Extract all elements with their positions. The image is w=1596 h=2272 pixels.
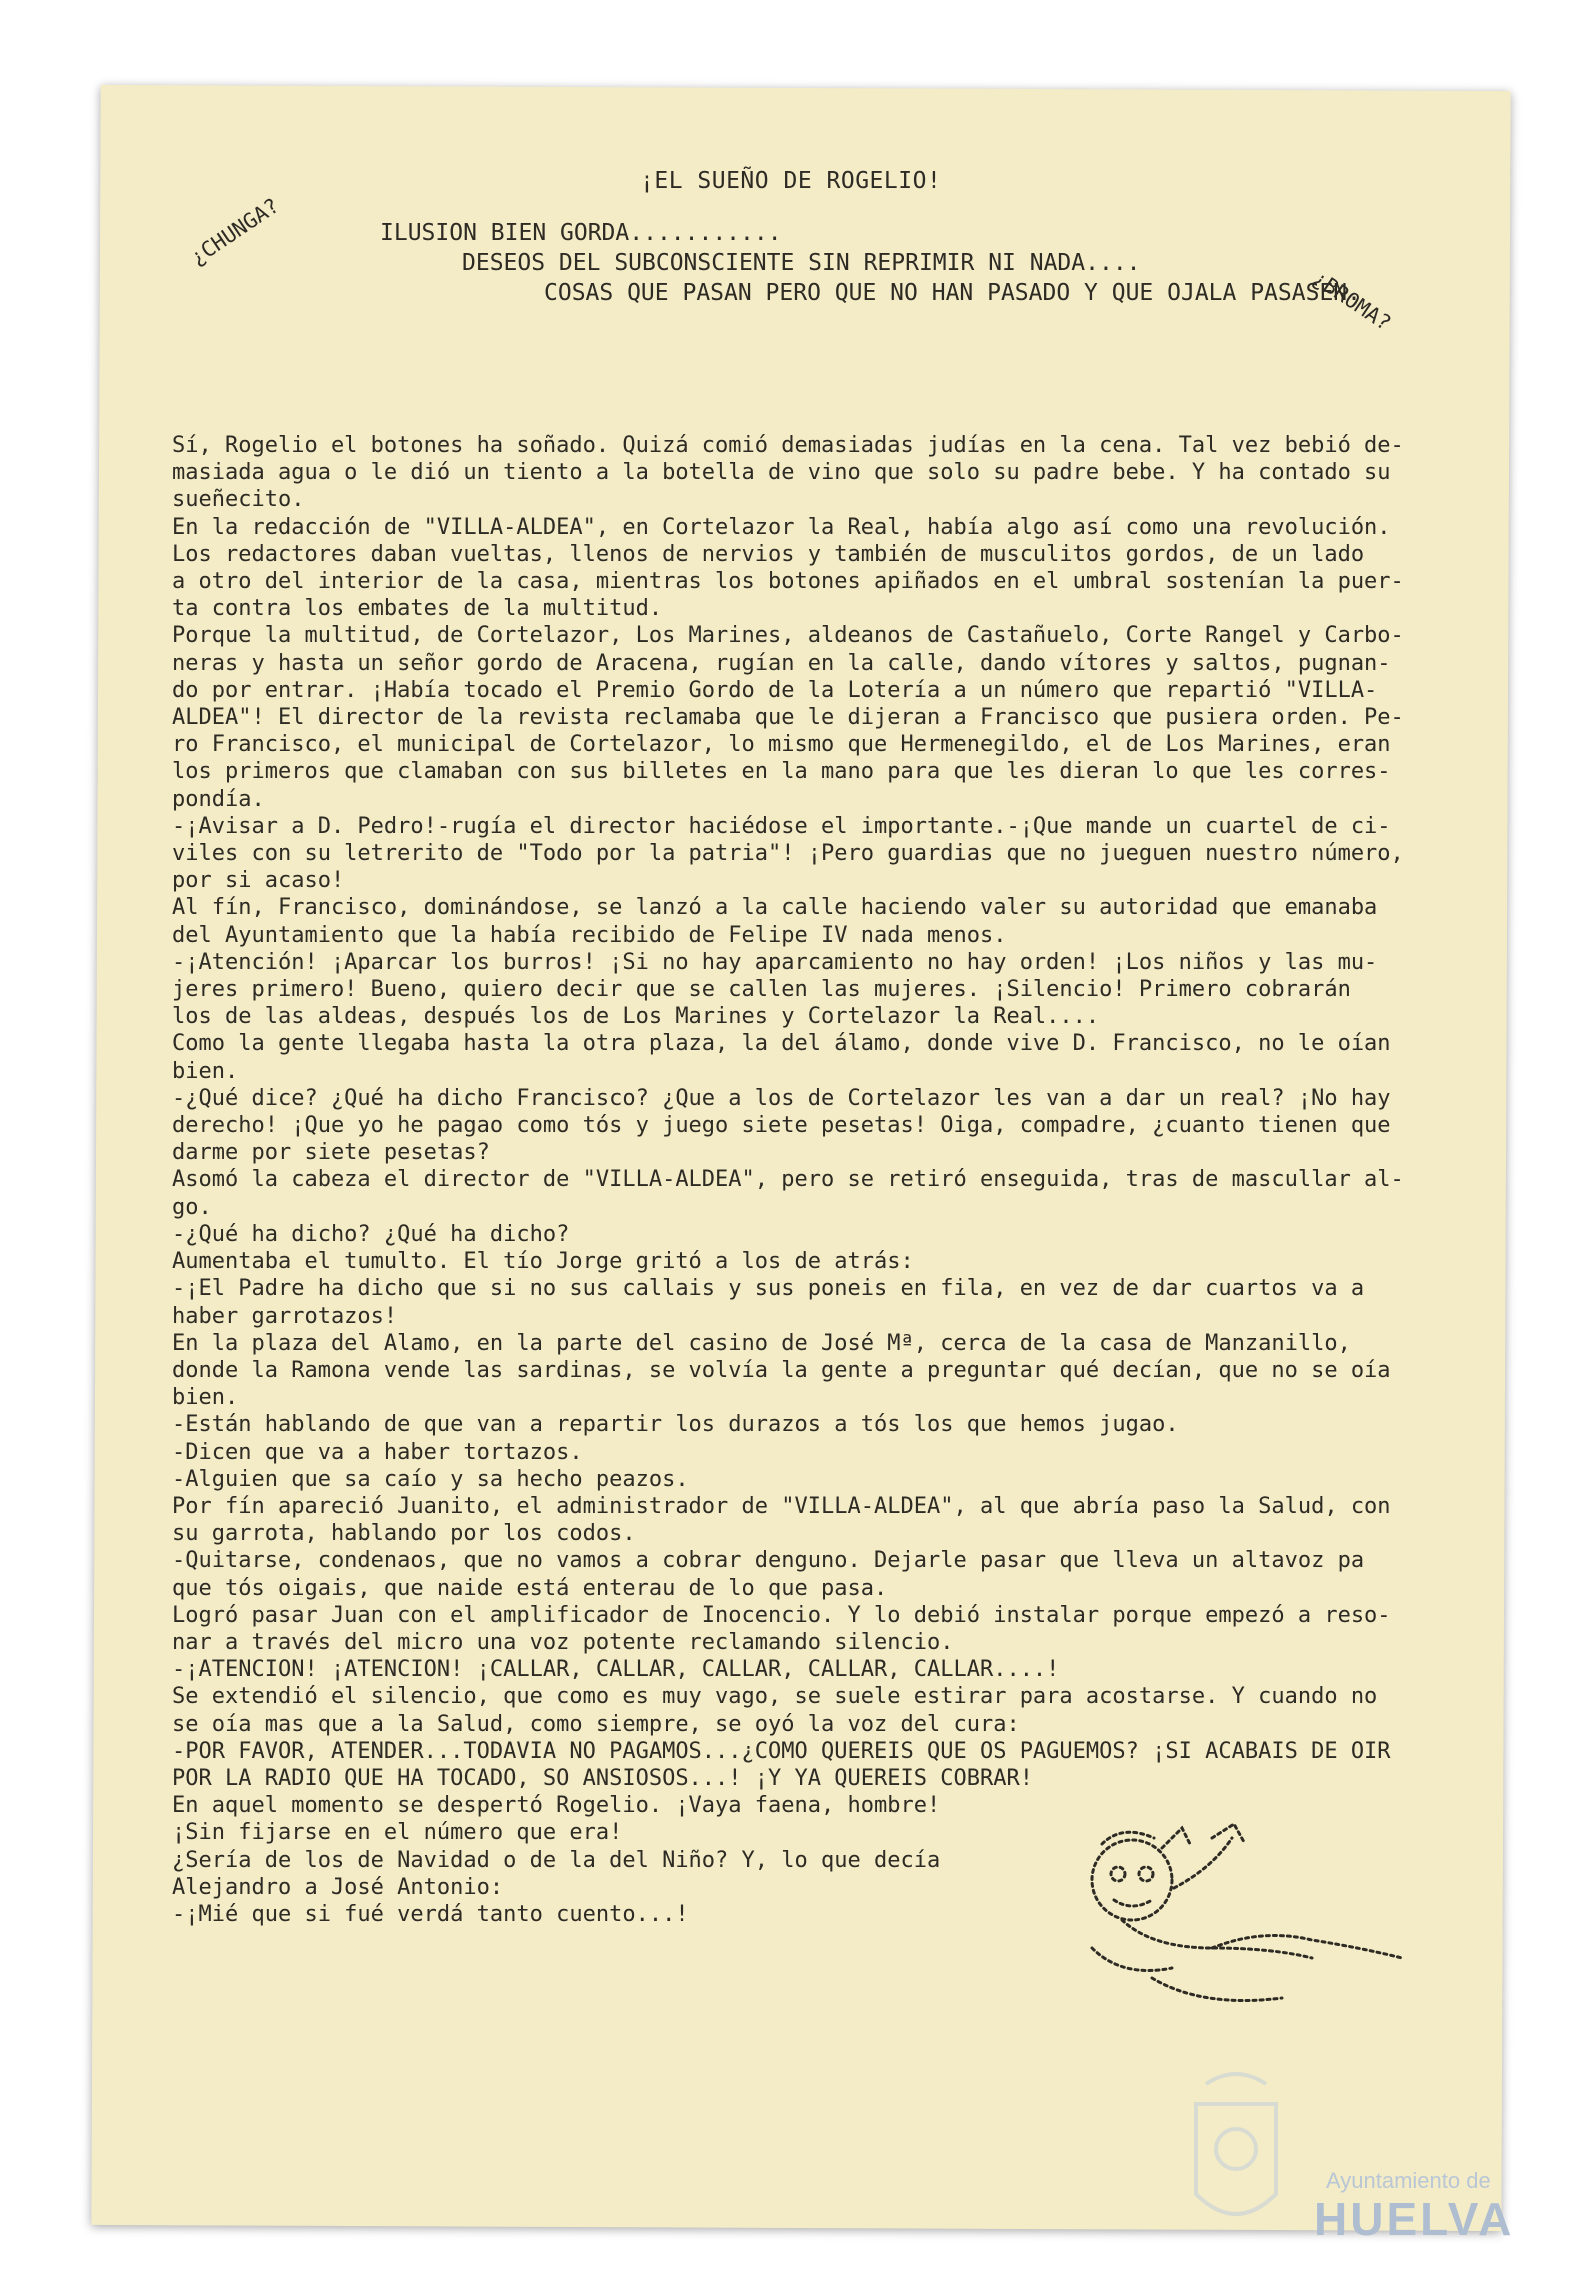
- text-line: se oía mas que a la Salud, como siempre, se oyó la voz del cura:: [172, 1711, 1020, 1737]
- text-line: a otro del interior de la casa, mientras los botones apiñados en el umbral sostenían la puer-: [172, 569, 1404, 595]
- text-line: derecho! ¡Que yo he pagao como tós y juego siete pesetas! Oiga, compadre, ¿cuanto tienen que: [172, 1113, 1391, 1139]
- text-line: viles con su letrerito de "Todo por la patria"! ¡Pero guardias que no jueguen nuestro número,: [172, 841, 1404, 867]
- text-line: del Ayuntamiento que la había recibido de Felipe IV nada menos.: [172, 922, 1007, 948]
- story-body: [172, 432, 1442, 1928]
- text-line: Los redactores daban vueltas, llenos de nervios y también de musculitos gordos, de un lado: [172, 541, 1365, 567]
- text-line: su garrota, hablando por los codos.: [172, 1521, 636, 1547]
- text-line: haber garrotazos!: [172, 1303, 398, 1329]
- text-line: -¡El Padre ha dicho que si no sus callais y sus poneis en fila, en vez de dar cuartos va a: [172, 1276, 1365, 1302]
- text-line: do por entrar. ¡Había tocado el Premio Gordo de la Lotería a un número que repartió "VILLA-: [172, 677, 1378, 703]
- text-line: -POR FAVOR, ATENDER...TODAVIA NO PAGAMOS...¿COMO QUEREIS QUE OS PAGUEMOS? ¡SI ACABAIS DE OIR: [172, 1738, 1391, 1764]
- subtitle-line: ILUSION BIEN GORDA...........: [380, 220, 782, 246]
- text-line: sueñecito.: [172, 487, 305, 513]
- text-line: -Dicen que va a haber tortazos.: [172, 1439, 583, 1465]
- text-line: En aquel momento se despertó Rogelio. ¡Vaya faena, hombre!: [172, 1793, 941, 1819]
- text-line: bien.: [172, 1385, 239, 1411]
- text-line: En la redacción de "VILLA-ALDEA", en Cortelazor la Real, había algo así como una revolución.: [172, 514, 1391, 540]
- text-line: -¡Mié que si fué verdá tanto cuento...!: [172, 1901, 689, 1927]
- text-line: pondía.: [172, 786, 265, 812]
- text-line: -¿Qué dice? ¿Qué ha dicho Francisco? ¿Que a los de Cortelazor les van a dar un real? ¡No hay: [172, 1085, 1391, 1111]
- text-line: Asomó la cabeza el director de "VILLA-ALDEA", pero se retiró enseguida, tras de mascullar al-: [172, 1167, 1404, 1193]
- text-line: nar a través del micro una voz potente reclamando silencio.: [172, 1629, 954, 1655]
- side-note-broma: ¿BROMA?: [1308, 266, 1396, 336]
- text-line: darme por siete pesetas?: [172, 1140, 490, 1166]
- text-line: los de las aldeas, después los de Los Marines y Cortelazor la Real....: [172, 1004, 1100, 1030]
- text-line: -¡ATENCION! ¡ATENCION! ¡CALLAR, CALLAR, CALLAR, CALLAR, CALLAR....!: [172, 1657, 1060, 1683]
- subtitle-line: COSAS QUE PASAN PERO QUE NO HAN PASADO Y QUE OJALA PASASEN.: [544, 280, 1361, 306]
- text-line: -¡Avisar a D. Pedro!-rugía el director haciédose el importante.-¡Que mande un cuartel de ci-: [172, 813, 1391, 839]
- text-line: Al fín, Francisco, dominándose, se lanzó a la calle haciendo valer su autoridad que emanaba: [172, 895, 1378, 921]
- text-line: ALDEA"! El director de la revista reclamaba que le dijeran a Francisco que pusiera orden. Pe-: [172, 705, 1404, 731]
- side-note-chunga: ¿CHUNGA?: [186, 193, 284, 270]
- text-line: Sí, Rogelio el botones ha soñado. Quizá comió demasiadas judías en la cena. Tal vez bebió de-: [172, 433, 1404, 458]
- text-line: go.: [172, 1194, 212, 1220]
- text-line: neras y hasta un señor gordo de Aracena, rugían en la calle, dando vítores y saltos, pugnan-: [172, 650, 1391, 676]
- text-line: -¡Atención! ¡Aparcar los burros! ¡Si no hay aparcamiento no hay orden! ¡Los niños y las mu-: [172, 949, 1378, 975]
- text-line: En la plaza del Alamo, en la parte del casino de José Mª, cerca de la casa de Manzanillo,: [172, 1330, 1351, 1356]
- text-line: masiada agua o le dió un tiento a la botella de vino que solo su padre bebe. Y ha contado su: [172, 460, 1391, 486]
- text-line: bien.: [172, 1058, 239, 1084]
- text-line: por si acaso!: [172, 868, 345, 894]
- text-line: Como la gente llegaba hasta la otra plaza, la del álamo, donde vive D. Francisco, no le oían: [172, 1031, 1391, 1057]
- text-line: Logró pasar Juan con el amplificador de Inocencio. Y lo debió instalar porque empezó a reso-: [172, 1602, 1391, 1628]
- text-line: -Alguien que sa caío y sa hecho peazos.: [172, 1466, 689, 1492]
- text-line: los primeros que clamaban con sus billetes en la mano para que les dieran lo que les corres-: [172, 759, 1391, 785]
- text-line: Porque la multitud, de Cortelazor, Los Marines, aldeanos de Castañuelo, Corte Rangel y Carbo-: [172, 623, 1404, 649]
- text-line: POR LA RADIO QUE HA TOCADO, SO ANSIOSOS...! ¡Y YA QUEREIS COBRAR!: [172, 1765, 1033, 1791]
- text-line: ¿Sería de los de Navidad o de la del Niño? Y, lo que decía: [172, 1847, 941, 1873]
- text-line: Alejandro a José Antonio:: [172, 1874, 504, 1900]
- text-line: ta contra los embates de la multitud.: [172, 596, 663, 622]
- watermark-name: Ayuntamiento de: [1326, 2168, 1491, 2193]
- text-line: donde la Ramona vende las sardinas, se volvía la gente a preguntar qué decían, que no se oía: [172, 1357, 1391, 1383]
- text-line: ro Francisco, el municipal de Cortelazor, lo mismo que Hermenegildo, el de Los Marines, eran: [172, 732, 1391, 758]
- watermark-city: HUELVA: [1314, 2193, 1515, 2245]
- document-title: ¡EL SUEÑO DE ROGELIO!: [640, 168, 942, 194]
- text-line: -Están hablando de que van a repartir los durazos a tós los que hemos jugao.: [172, 1412, 1179, 1438]
- text-line: -¿Qué ha dicho? ¿Qué ha dicho?: [172, 1221, 570, 1247]
- sleeping-boy-illustration: [1062, 1808, 1422, 2028]
- subtitle-line: DESEOS DEL SUBCONSCIENTE SIN REPRIMIR NI NADA....: [462, 250, 1141, 276]
- text-line: Por fín apareció Juanito, el administrador de "VILLA-ALDEA", al que abría paso la Salud, con: [172, 1493, 1391, 1519]
- text-line: jeres primero! Bueno, quiero decir que se callen las mujeres. ¡Silencio! Primero cobrarán: [172, 977, 1351, 1003]
- text-line: Aumentaba el tumulto. El tío Jorge gritó a los de atrás:: [172, 1249, 914, 1275]
- text-line: que tós oigais, que naide está enterau de lo que pasa.: [172, 1575, 888, 1601]
- text-line: Se extendió el silencio, que como es muy vago, se suele estirar para acostarse. Y cuando no: [172, 1684, 1378, 1710]
- text-line: ¡Sin fijarse en el número que era!: [172, 1820, 623, 1846]
- text-line: -Quitarse, condenaos, que no vamos a cobrar denguno. Dejarle pasar que lleva un altavoz pa: [172, 1548, 1365, 1574]
